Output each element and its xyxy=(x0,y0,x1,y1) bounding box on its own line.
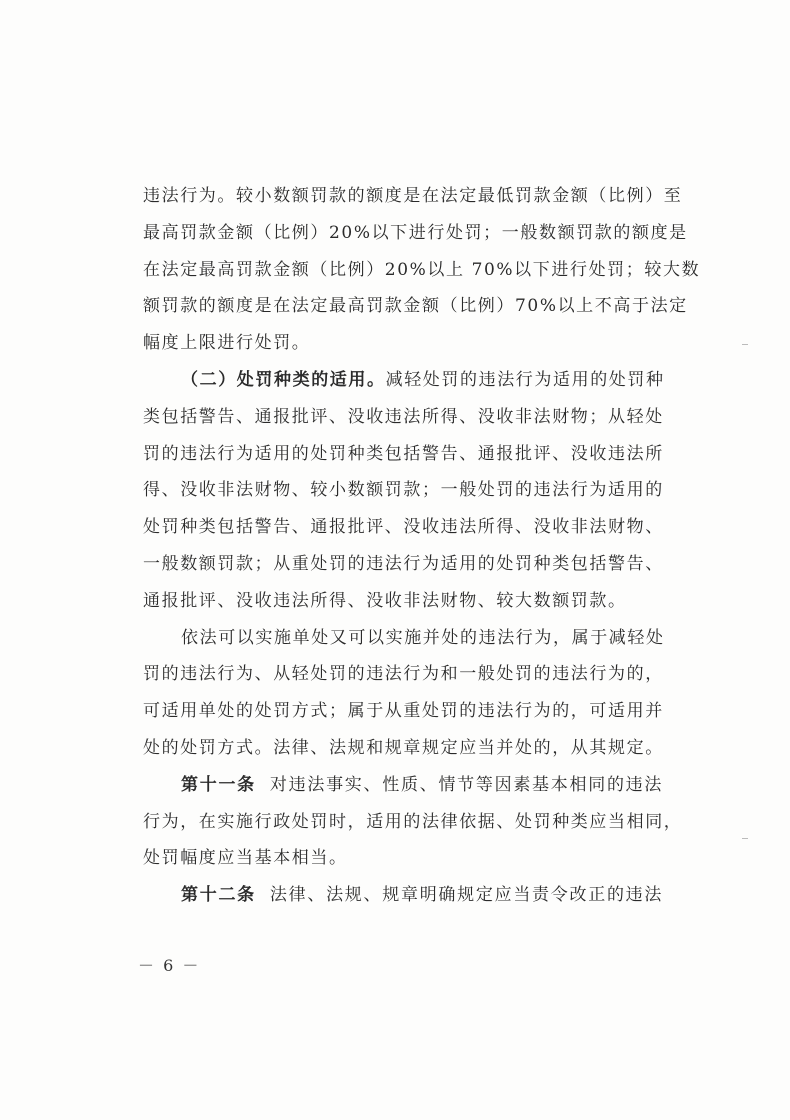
text-line: 一般数额罚款；从重处罚的违法行为适用的处罚种类包括警告、 xyxy=(143,553,664,574)
text-line: 可适用单处的处罚方式；属于从重处罚的违法行为的，可适用并 xyxy=(143,701,664,722)
text-line: 得、没收非法财物、较小数额罚款；一般处罚的违法行为适用的 xyxy=(143,480,664,501)
paragraph-3 xyxy=(143,620,663,767)
text-line xyxy=(143,767,663,804)
text-line: 通报批评、没收违法所得、没收非法财物、较大数额罚款。 xyxy=(143,590,627,611)
text-line: 行为，在实施行政处罚时，适用的法律依据、处罚种类应当相同， xyxy=(143,811,683,832)
text-line: 处罚幅度应当基本相当。 xyxy=(143,848,348,869)
text-run: 对违法事实、性质、情节等因素基本相同的违法 xyxy=(269,774,663,795)
text-line: 依法可以实施单处又可以实施并处的违法行为，属于减轻处 xyxy=(181,627,665,648)
page-number: － 6 － xyxy=(138,956,201,975)
text-run: 法律、法规、规章明确规定应当责令改正的违法 xyxy=(269,885,663,906)
article-heading: 第十一条 xyxy=(181,774,256,795)
text-line: 类包括警告、通报批评、没收违法所得、没收非法财物；从轻处 xyxy=(143,406,664,427)
paragraph-2 xyxy=(143,362,663,620)
text-line: 违法行为。较小数额罚款的额度是在法定最低罚款金额（比例）至 xyxy=(143,186,683,206)
text-line: 额罚款的额度是在法定最高罚款金额（比例）70%以上不高于法定 xyxy=(143,296,688,317)
text-line: 处的处罚方式。法律、法规和规章规定应当并处的，从其规定。 xyxy=(143,737,664,758)
text-line: 处罚种类包括警告、通报批评、没收违法所得、没收非法财物、 xyxy=(143,517,664,538)
text-line xyxy=(143,362,663,399)
section-heading: （二）处罚种类的适用。 xyxy=(181,369,386,390)
paragraph-1 xyxy=(143,178,701,362)
text-line: 在法定最高罚款金额（比例）20%以上 70%以下进行处罚；较大数 xyxy=(143,259,701,280)
article-11 xyxy=(143,767,683,877)
article-heading: 第十二条 xyxy=(181,885,256,906)
text-run: 减轻处罚的违法行为适用的处罚种 xyxy=(385,369,665,390)
text-line xyxy=(143,877,663,914)
text-line: 最高罚款金额（比例）20%以下进行处罚；一般数额罚款的额度是 xyxy=(143,222,688,243)
text-line: 罚的违法行为、从轻处罚的违法行为和一般处罚的违法行为的， xyxy=(143,664,664,685)
document-body xyxy=(143,178,701,914)
article-12 xyxy=(143,877,663,914)
text-line: 罚的违法行为适用的处罚种类包括警告、通报批评、没收违法所 xyxy=(143,443,664,464)
text-line: 幅度上限进行处罚。 xyxy=(143,333,311,354)
scan-mark xyxy=(742,838,748,839)
scan-mark xyxy=(742,344,748,345)
